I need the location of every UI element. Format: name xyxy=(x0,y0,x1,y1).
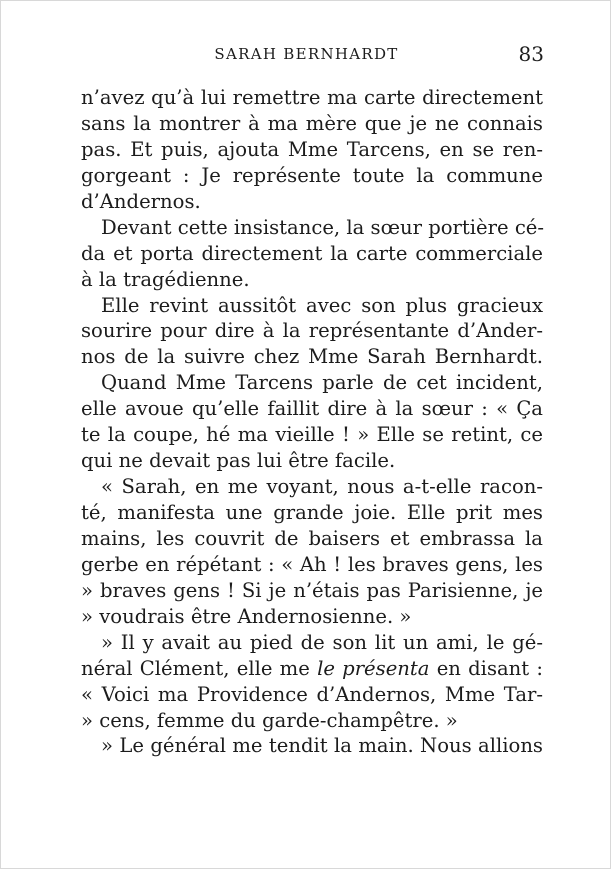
text-line: « Sarah, en me voyant, nous a-t-elle racon- xyxy=(101,475,543,499)
text-line: à la tragédienne. xyxy=(81,267,250,291)
text-line: pas. Et puis, ajouta Mme Tarcens, en se ren- xyxy=(81,137,543,161)
text-line: Devant cette insistance, la sœur portière cé- xyxy=(101,215,545,239)
text-line: d’Andernos. xyxy=(81,189,201,213)
text-line: te la coupe, hé ma vieille ! » Elle se retint, ce xyxy=(81,423,543,447)
italic-phrase: le présenta xyxy=(317,656,430,680)
body-text xyxy=(81,85,543,759)
text-line: té, manifesta une grande joie. Elle prit mes xyxy=(81,501,543,524)
text-line: nos de la suivre chez Mme Sarah Bernhardt. xyxy=(81,345,543,369)
running-header xyxy=(1,42,611,69)
text-line: sourire pour dire à la représentante d’Ander- xyxy=(81,319,543,343)
running-title: SARAH BERNHARDT xyxy=(214,45,399,63)
text-line: » Le général me tendit la main. Nous allions xyxy=(101,734,543,758)
text-line: gerbe en répétant : « Ah ! les braves gens, les xyxy=(81,552,543,576)
text-line: gorgeant : Je représente toute la commune xyxy=(81,163,543,187)
text-line: » braves gens ! Si je n’étais pas Parisienne, je xyxy=(81,578,543,602)
text-line: mains, les couvrit de baisers et embrassa la xyxy=(81,526,543,550)
text-segment: néral Clément, elle me xyxy=(81,656,318,680)
text-line xyxy=(81,656,543,682)
text-line: Quand Mme Tarcens parle de cet incident, xyxy=(101,371,543,395)
text-line: » Il y avait au pied de son lit un ami, le gé- xyxy=(101,630,543,654)
text-line: elle avoue qu’elle faillit dire à la sœur : « Ça xyxy=(81,397,543,421)
text-line: n’avez qu’à lui remettre ma carte directement xyxy=(81,86,543,109)
text-line: Elle revint aussitôt avec son plus gracieux xyxy=(101,293,543,317)
text-line: da et porta directement la carte commerciale xyxy=(81,241,543,265)
text-segment: en disant : xyxy=(429,656,544,680)
text-line: » voudrais être Andernosienne. » xyxy=(81,604,412,628)
text-line: qui ne devait pas lui être facile. xyxy=(81,449,396,473)
text-line: » cens, femme du garde-champêtre. » xyxy=(81,708,458,732)
text-line: sans la montrer à ma mère que je ne connais xyxy=(81,111,543,135)
text-line: « Voici ma Providence d’Andernos, Mme Tar- xyxy=(81,682,543,706)
page-number: 83 xyxy=(518,42,544,66)
